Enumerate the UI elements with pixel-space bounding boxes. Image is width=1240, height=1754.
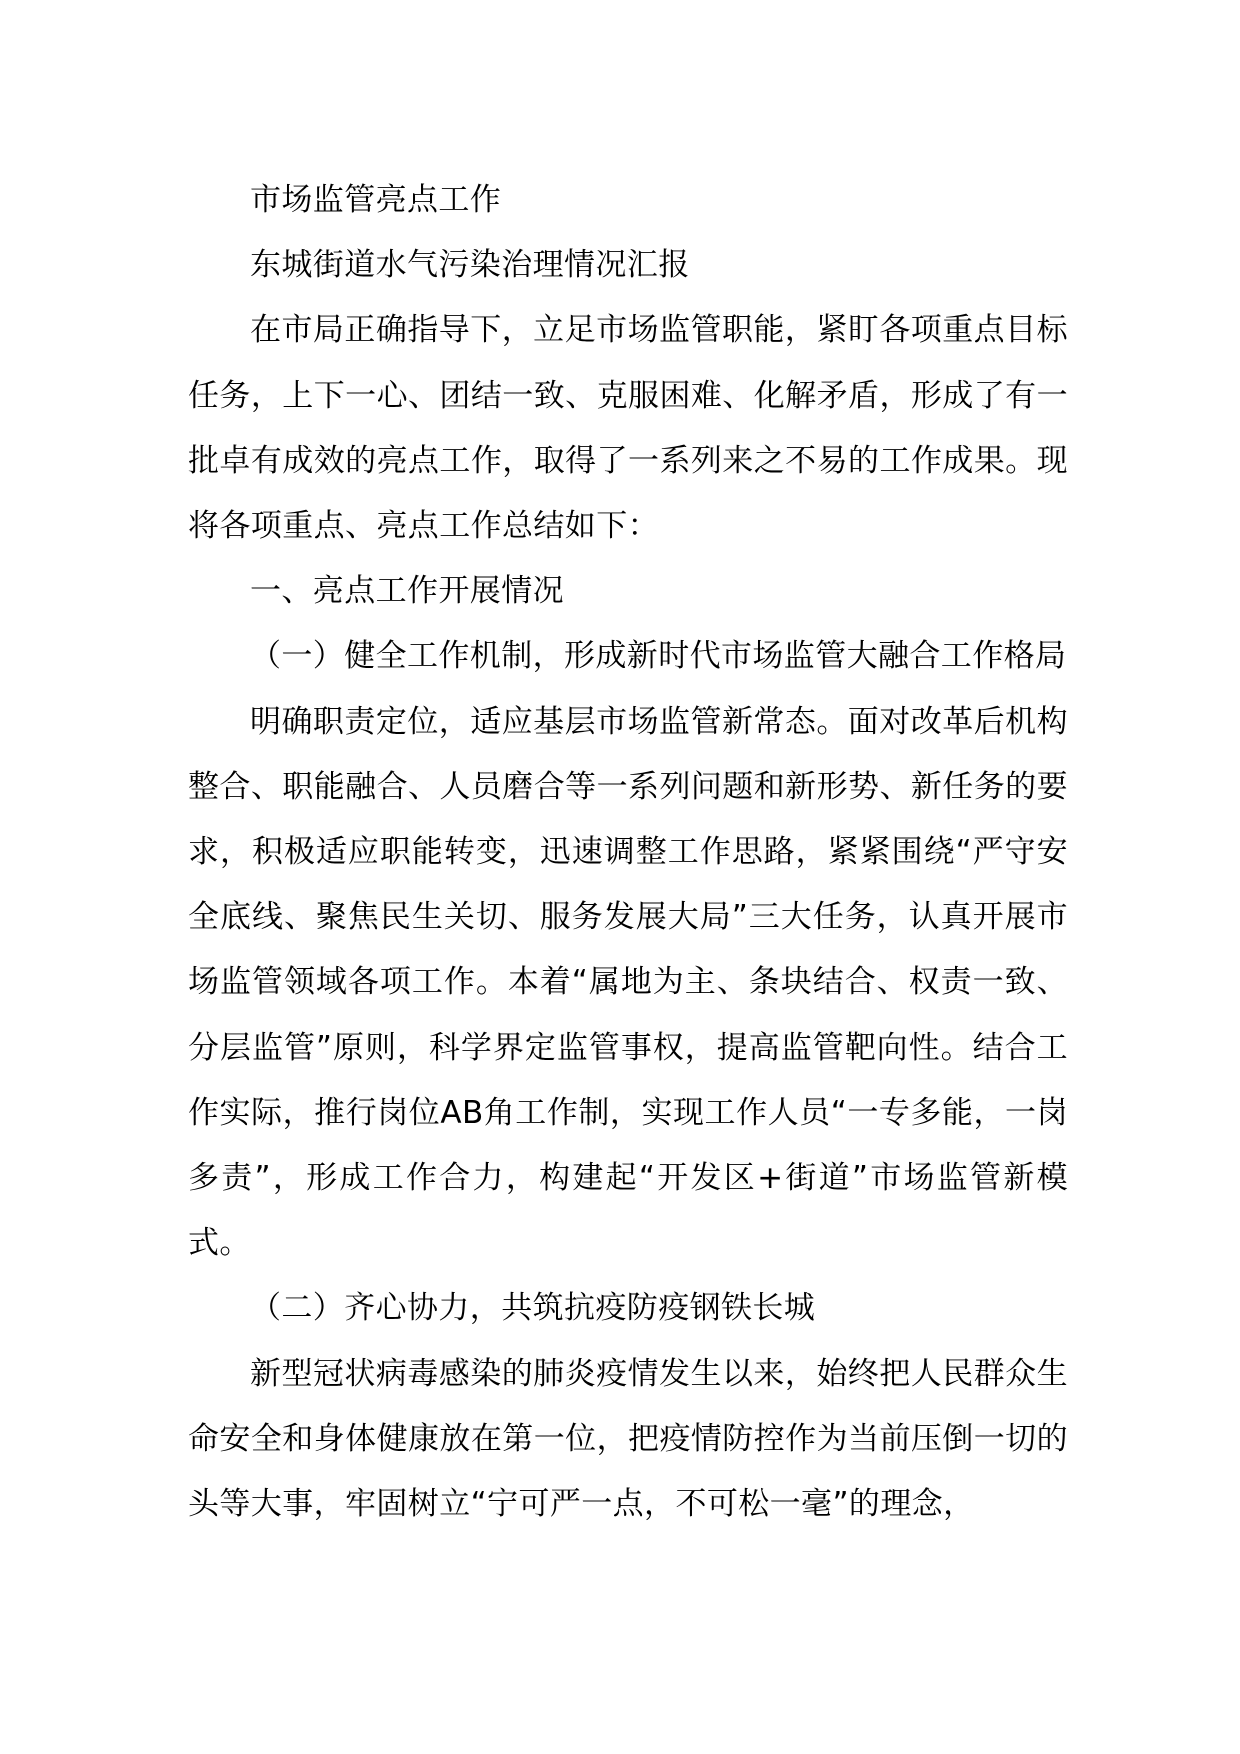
intro-paragraph: 在市局正确指导下，立足市场监管职能，紧盯各项重点目标任务，上下一心、团结一致、克服困难、化解矛盾，形成了有一批卓有成效的亮点工作，取得了一系列来之不易的工作成果。现将各项重点、亮点工作总结如下： xyxy=(188,312,1068,545)
document-title: 市场监管亮点工作 xyxy=(250,182,502,218)
subsection-1-paragraph: 明确职责定位，适应基层市场监管新常态。面对改革后机构整合、职能融合、人员磨合等一系列问题和新形势、新任务的要求，积极适应职能转变，迅速调整工作思路，紧紧围绕“严守安全底线、聚焦民生关切、服务发展大局”三大任务，认真开展市场监管领域各项工作。本着“属地为主、条块结合、权责一致、分层监管”原则，科学界定监管事权，提高监管靶向性。结合工作实际，推行岗位AB角工作制，实现工作人员“一专多能，一岗多责”，形成工作合力，构建起“开发区+街道”市场监管新模式。 xyxy=(188,703,1068,1262)
subsection-2-paragraph: 新型冠状病毒感染的肺炎疫情发生以来，始终把人民群众生命安全和身体健康放在第一位，把疫情防控作为当前压倒一切的头等大事，牢固树立“宁可严一点，不可松一毫”的理念， xyxy=(188,1355,1068,1523)
subsection-heading-2: （二）齐心协力，共筑抗疫防疫钢铁长城 xyxy=(250,1290,816,1327)
document-subtitle: 东城街道水气污染治理情况汇报 xyxy=(250,247,690,284)
subsection-heading-1: （一）健全工作机制，形成新时代市场监管大融合工作格局 xyxy=(250,638,1067,675)
document-body xyxy=(188,168,1068,1537)
section-heading-1: 一、亮点工作开展情况 xyxy=(250,573,564,610)
